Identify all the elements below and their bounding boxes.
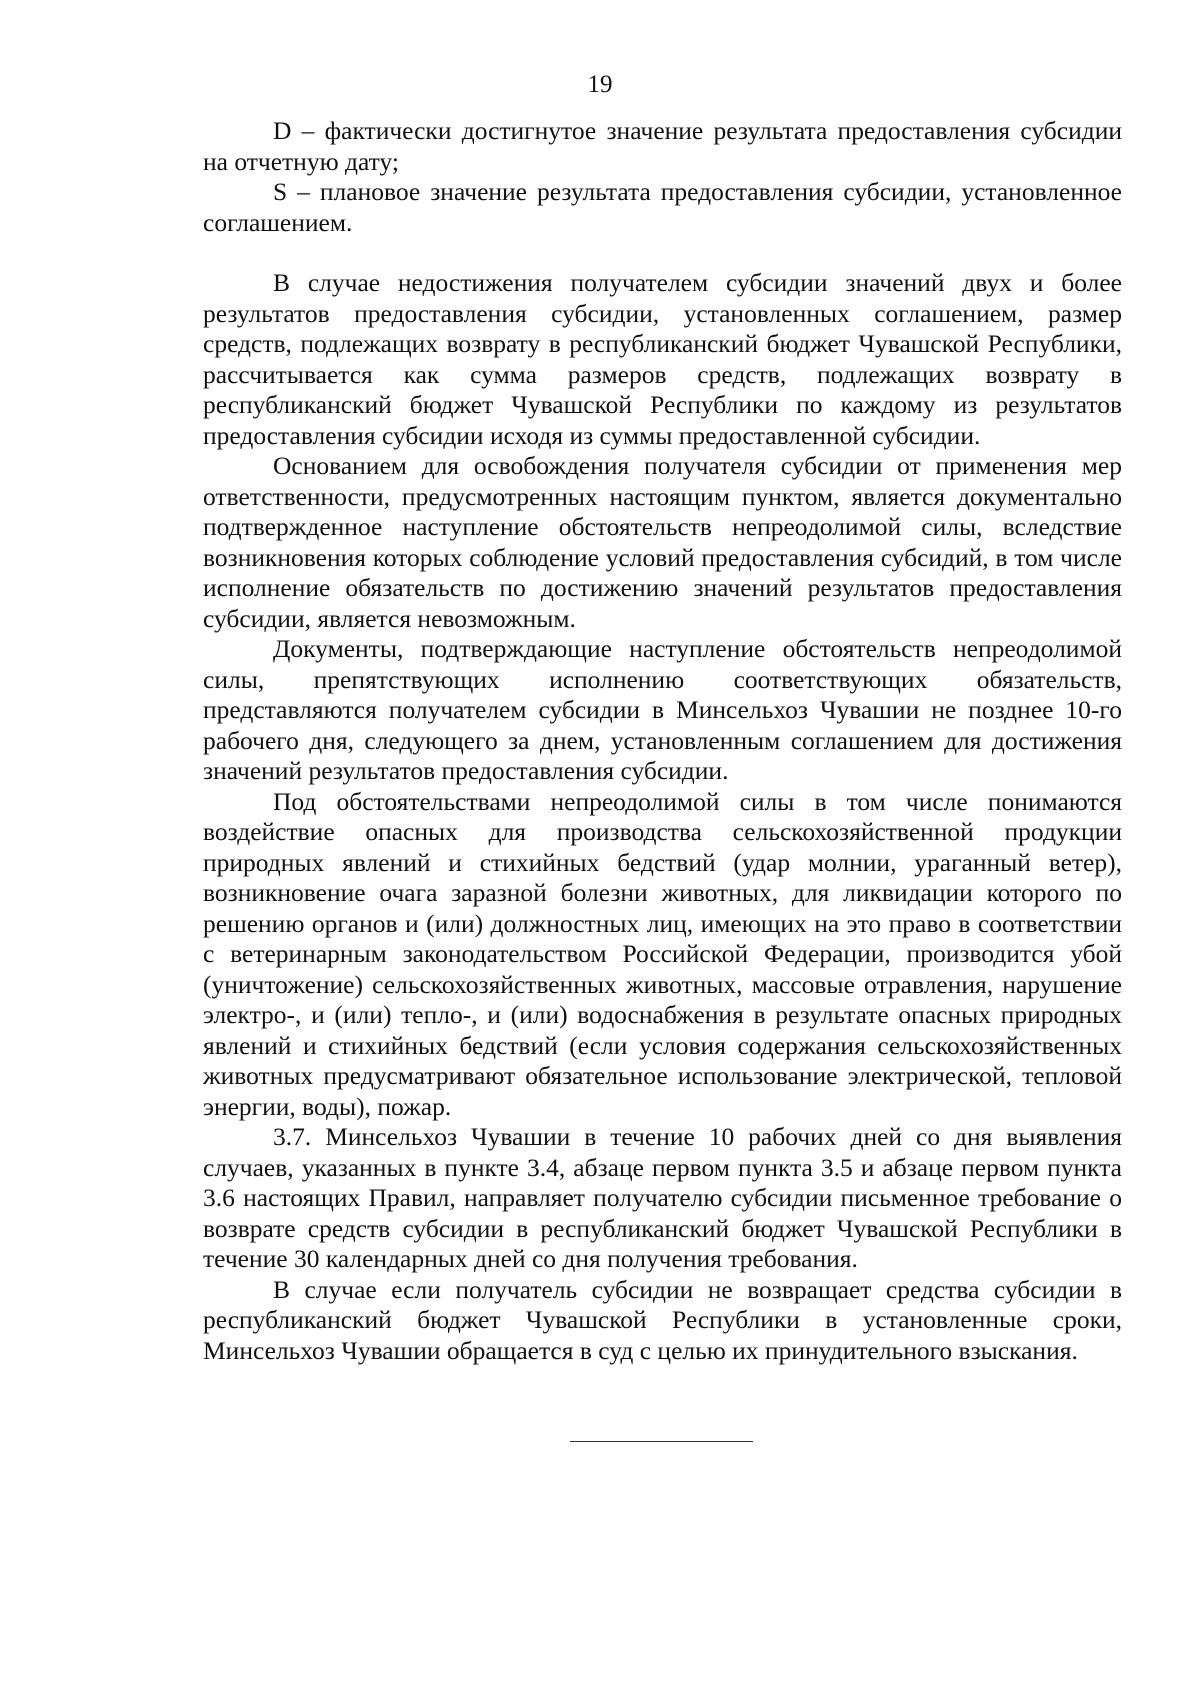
paragraph-d-definition: D – фактически достигнутое значение результата предоставления субсидии на отчетную дату; xyxy=(203,116,1122,176)
paragraph-force-majeure-documents: Документы, подтверждающие наступление обстоятельств непреодолимой силы, препятствующих исполнению соответствующих обязательств, представляются получателем субсидии в Минсельхоз Чувашии не позднее 10-го рабочего дня, следующего за днем, установленным соглашением для достижения значений результатов предоставления субсидии. xyxy=(203,634,1122,785)
document-body xyxy=(203,116,1122,1366)
end-separator-line xyxy=(570,1441,753,1442)
paragraph-force-majeure-definition: Под обстоятельствами непреодолимой силы в том числе понимаются воздействие опасных для производства сельскохозяйственной продукции природных явлений и стихийных бедствий (удар молнии, ураганный ветер), возникновение очага заразной болезни животных, для ликвидации которого по решению органов и (или) должностных лиц, имеющих на это право в соответствии с ветеринарным законодательством Российской Федерации, производится убой (уничтожение) сельскохозяйственных животных, массовые отравления, нарушение электро-, и (или) тепло-, и (или) водоснабжения в результате опасных природных явлений и стихийных бедствий (если условия содержания сельскохозяйственных животных предусматривают обязательное использование электрической, тепловой энергии, воды), пожар. xyxy=(203,786,1122,1121)
paragraph-court-enforcement: В случае если получатель субсидии не возвращает средства субсидии в республиканский бюджет Чувашской Республики в установленные сроки, Минсельхоз Чувашии обращается в суд с целью их принудительного взыскания. xyxy=(203,1274,1122,1365)
paragraph-section-3-7: 3.7. Минсельхоз Чувашии в течение 10 рабочих дней со дня выявления случаев, указанных в пункте 3.4, абзаце первом пункта 3.5 и абзаце первом пункта 3.6 настоящих Правил, направляет получателю субсидии письменное требование о возврате средств субсидии в республиканский бюджет Чувашской Республики в течение 30 календарных дней со дня получения требования. xyxy=(203,1122,1122,1273)
paragraph-s-definition: S – плановое значение результата предоставления субсидии, установленное соглашением. xyxy=(203,177,1122,237)
page-number: 19 xyxy=(587,71,613,98)
paragraph-exemption-basis: Основанием для освобождения получателя субсидии от применения мер ответственности, предусмотренных настоящим пунктом, является документально подтвержденное наступление обстоятельств непреодолимой силы, вследствие возникновения которых соблюдение условий предоставления субсидий, в том числе исполнение обязательств по достижению значений результатов предоставления субсидии, является невозможным. xyxy=(203,451,1122,633)
paragraph-multiple-results: В случае недостижения получателем субсидии значений двух и более результатов предоставления субсидии, установленных соглашением, размер средств, подлежащих возврату в республиканский бюджет Чувашской Республики, рассчитывается как сумма размеров средств, подлежащих возврату в республиканский бюджет Чувашской Республики по каждому из результатов предоставления субсидии исходя из суммы предоставленной субсидии. xyxy=(203,268,1122,450)
